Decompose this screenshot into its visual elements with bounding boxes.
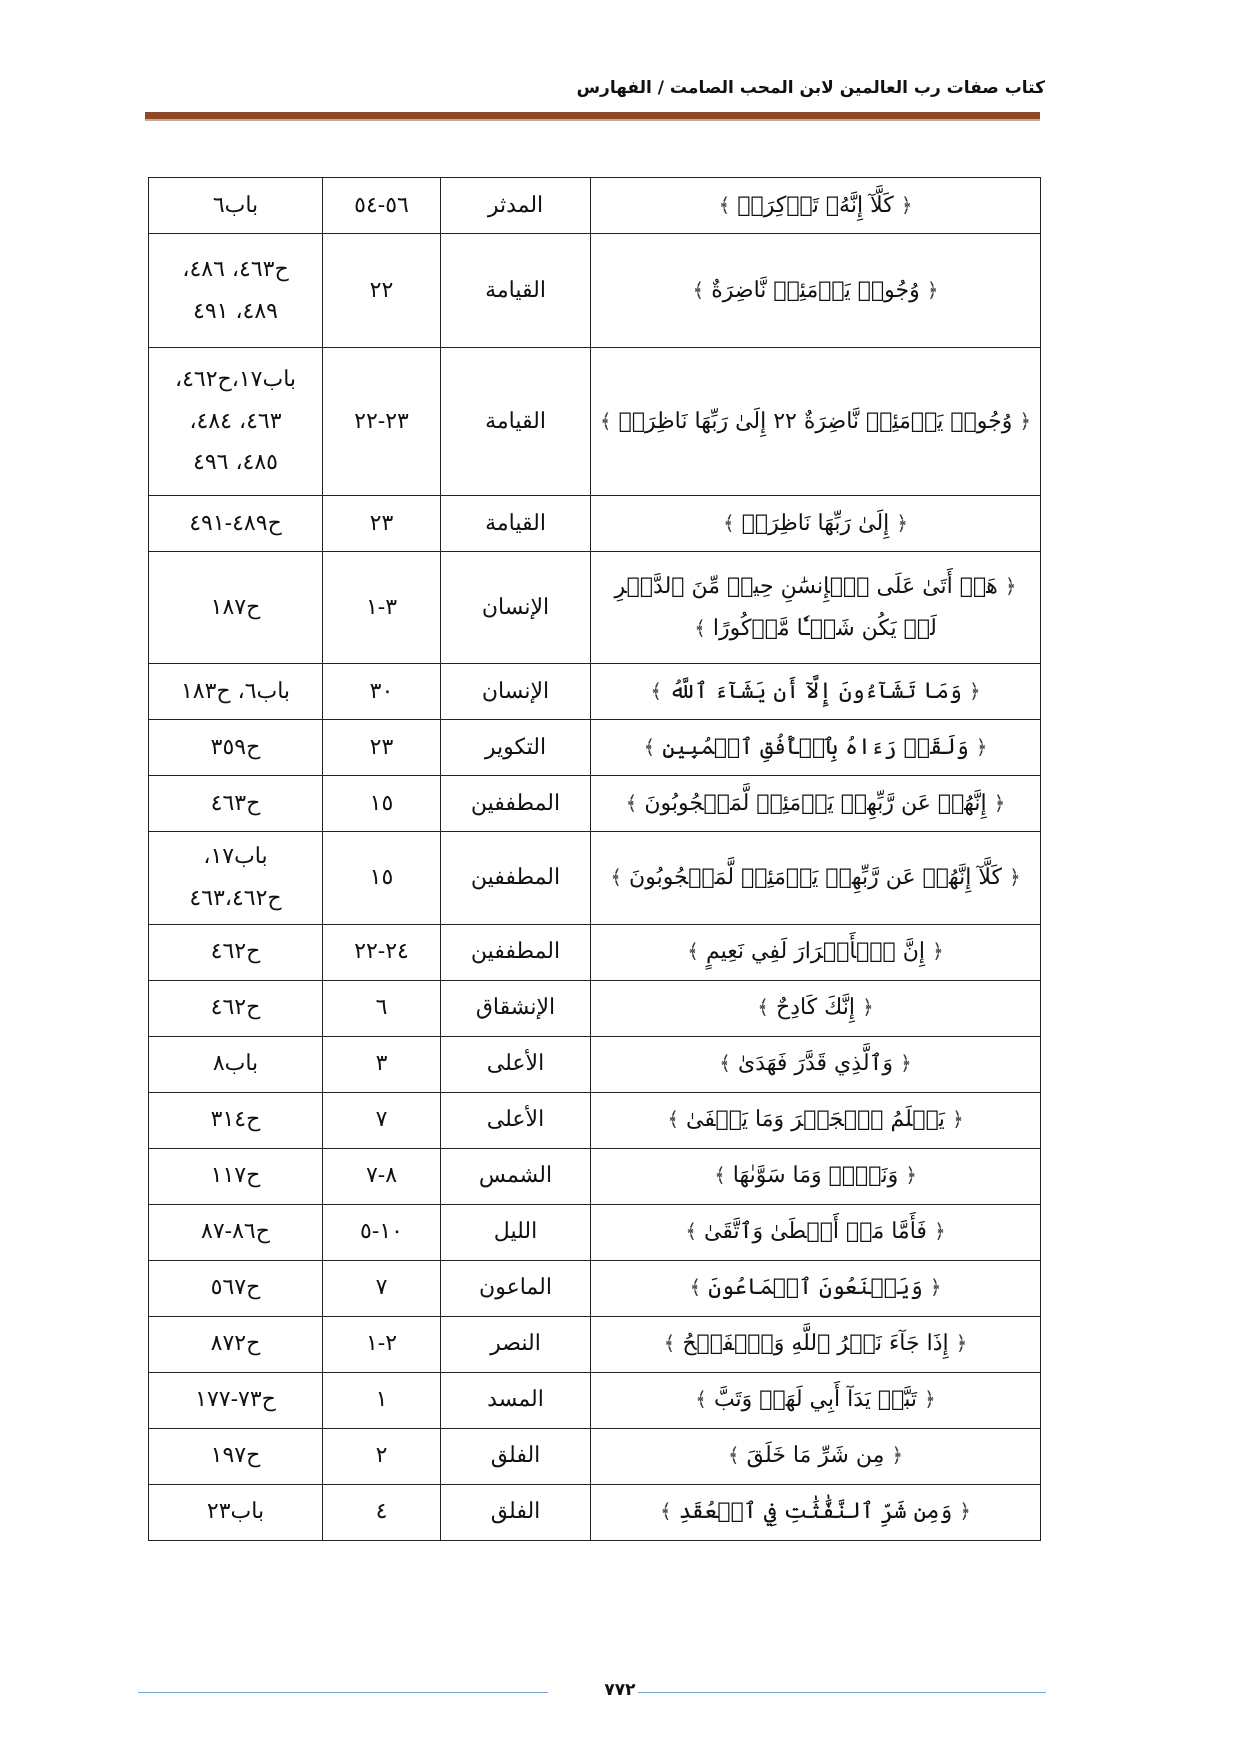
surah-cell: المطففين [441,924,591,980]
table-row [149,1036,1041,1092]
verse-cell [591,234,1041,348]
verse-text: وَمَا تَشَآءُونَ إِلَّآ أَن يَشَآءَ ٱللَّهُ [669,678,962,704]
table-row [149,1204,1041,1260]
close-ornament: ﴾ [643,734,656,759]
close-ornament: ﴾ [610,864,623,889]
reference-cell: باب٦ [149,178,323,234]
verse-text: وَيَمۡنَعُونَ ٱلۡمَاعُونَ [708,1275,923,1301]
close-ornament: ﴾ [660,1499,672,1524]
verse-cell [591,348,1041,496]
ayah-cell: ٥٦-٥٤ [323,178,441,234]
ayah-cell: ١٥ [323,776,441,832]
reference-cell: ح٣٥٩ [149,720,323,776]
reference-cell: باب١٧، ح٤٦٣،٤٦٢ [149,832,323,925]
ayah-cell: ٣-١ [323,552,441,664]
ayah-cell: ٧ [323,1260,441,1316]
ayah-cell: ٦ [323,980,441,1036]
ayah-cell: ٢٣ [323,720,441,776]
open-ornament: ﴿ [1019,408,1032,433]
surah-cell: الأعلى [441,1092,591,1148]
close-ornament: ﴾ [695,1387,707,1412]
verse-text: وَٱلَّذِي قَدَّرَ فَهَدَىٰ [737,1051,894,1077]
surah-cell: المطففين [441,832,591,925]
close-ornament: ﴾ [650,678,663,703]
verse-index-table [148,177,1041,1541]
close-ornament: ﴾ [663,1331,676,1356]
open-ornament: ﴿ [900,1051,912,1076]
ayah-cell: ٧ [323,1092,441,1148]
open-ornament: ﴿ [933,1219,946,1244]
open-ornament: ﴿ [929,1275,942,1300]
verse-cell [591,1204,1041,1260]
table-row [149,832,1041,925]
verse-text: يَعۡلَمُ ٱلۡجَهۡرَ وَمَا يَخۡفَىٰ [686,1107,945,1133]
open-ornament: ﴿ [975,734,988,759]
ayah-cell: ٢٣-٢٢ [323,348,441,496]
open-ornament: ﴿ [905,1163,917,1188]
close-ornament: ﴾ [694,615,706,640]
verse-text: كَلَّآ إِنَّهُۥ تَذۡكِرَةٞ [737,192,894,218]
surah-cell: الأعلى [441,1036,591,1092]
open-ornament: ﴿ [968,678,981,703]
open-ornament: ﴿ [993,790,1006,815]
verse-cell [591,1316,1041,1372]
verse-text: تَبَّتۡ يَدَآ أَبِي لَهَبٖ وَتَبَّ [713,1387,918,1413]
reference-cell: باب٢٣ [149,1484,323,1540]
open-ornament: ﴿ [1004,573,1017,598]
reference-cell: ح١١٧ [149,1148,323,1204]
table-row [149,720,1041,776]
verse-text: وَنَفۡسٖ وَمَا سَوَّىٰهَا [732,1163,899,1189]
ayah-cell: ١ [323,1372,441,1428]
verse-text: فَأَمَّا مَنۡ أَعۡطَىٰ وَٱتَّقَىٰ [704,1219,927,1245]
verse-cell [591,1092,1041,1148]
table-body [149,178,1041,1541]
close-ornament: ﴾ [685,1219,698,1244]
close-ornament: ﴾ [718,192,731,217]
verse-cell [591,178,1041,234]
surah-cell: النصر [441,1316,591,1372]
close-ornament: ﴾ [719,1051,731,1076]
reference-cell: ح١٩٧ [149,1428,323,1484]
open-ornament: ﴿ [926,277,939,302]
reference-cell: باب١٧،ح٤٦٢، ٤٦٣، ٤٨٤، ٤٨٥، ٤٩٦ [149,348,323,496]
reference-cell: ح١٨٧ [149,552,323,664]
reference-cell: ح٤٦٢ [149,980,323,1036]
table-row [149,664,1041,720]
surah-cell: الإنشقاق [441,980,591,1036]
verse-cell [591,1036,1041,1092]
table-row [149,348,1041,496]
open-ornament: ﴿ [861,995,874,1020]
page-number: ٧٧٢ [604,1680,636,1700]
table-row [149,1260,1041,1316]
reference-cell: باب٦، ح١٨٣ [149,664,323,720]
ayah-cell: ٢٣ [323,496,441,552]
open-ornament: ﴿ [924,1387,936,1412]
verse-text: وَلَقَدۡ رَءَاهُ بِٱلۡأُفُقِ ٱلۡمُبِينِ [662,734,969,760]
close-ornament: ﴾ [667,1107,680,1132]
table-row [149,234,1041,348]
verse-cell [591,1148,1041,1204]
table-row [149,1428,1041,1484]
verse-text: وُجُوهٞ يَوۡمَئِذٖ نَّاضِرَةٌ [711,277,920,303]
surah-cell: الليل [441,1204,591,1260]
verse-cell [591,1372,1041,1428]
surah-cell: الفلق [441,1428,591,1484]
verse-cell [591,924,1041,980]
table-row [149,1372,1041,1428]
verse-text: إِنَّكَ كَادِحٌ [776,995,855,1021]
verse-text: هَلۡ أَتَىٰ عَلَى ٱلۡإِنسَٰنِ حِينٞ مِّنَ ٱلدَّهۡرِ لَمۡ يَكُن شَيۡـٔٗا مَّذۡكُورًا [614,573,998,641]
ayah-cell: ٢٢ [323,234,441,348]
verse-text: وَمِن شَرِّ ٱلنَّفَّٰثَٰتِ فِي ٱلۡعُقَدِ [678,1499,953,1525]
open-ornament: ﴿ [932,939,944,964]
verse-cell [591,980,1041,1036]
open-ornament: ﴿ [951,1107,964,1132]
surah-cell: الماعون [441,1260,591,1316]
verse-cell [591,1428,1041,1484]
reference-cell: ح٤٦٣، ٤٨٦، ٤٨٩، ٤٩١ [149,234,323,348]
surah-cell: الإنسان [441,664,591,720]
table-row [149,1484,1041,1540]
verse-cell [591,496,1041,552]
ayah-cell: ٢٤-٢٢ [323,924,441,980]
header-rule [145,112,1040,121]
table-row [149,924,1041,980]
open-ornament: ﴿ [900,192,913,217]
verse-cell [591,776,1041,832]
verse-text: إِنَّ ٱلۡأَبۡرَارَ لَفِي نَعِيمٍ [705,939,926,965]
verse-cell [591,720,1041,776]
reference-cell: ح٥٦٧ [149,1260,323,1316]
surah-cell: المدثر [441,178,591,234]
surah-cell: القيامة [441,496,591,552]
reference-cell: ح٧٣-١٧٧ [149,1372,323,1428]
verse-cell [591,832,1041,925]
open-ornament: ﴿ [955,1331,968,1356]
verse-text: مِن شَرِّ مَا خَلَقَ [746,1443,885,1469]
reference-cell: ح٨٦-٨٧ [149,1204,323,1260]
close-ornament: ﴾ [714,1163,726,1188]
table-row [149,1316,1041,1372]
verse-cell [591,1484,1041,1540]
surah-cell: الشمس [441,1148,591,1204]
surah-cell: القيامة [441,348,591,496]
ayah-cell: ٢-١ [323,1316,441,1372]
ayah-cell: ٤ [323,1484,441,1540]
open-ornament: ﴿ [896,510,909,535]
table-row [149,1092,1041,1148]
ayah-cell: ٣ [323,1036,441,1092]
ayah-cell: ١٥ [323,832,441,925]
reference-cell: ح٤٦٢ [149,924,323,980]
close-ornament: ﴾ [599,408,612,433]
ayah-cell: ٨-٧ [323,1148,441,1204]
surah-cell: الفلق [441,1484,591,1540]
verse-text: وُجُوهٞ يَوۡمَئِذٖ نَّاضِرَةٌ ٢٢ إِلَىٰ رَبِّهَا نَاظِرَةٞ [618,408,1013,434]
reference-cell: ح٣١٤ [149,1092,323,1148]
verse-text: إِذَا جَآءَ نَصۡرُ ٱللَّهِ وَٱلۡفَتۡحُ [682,1331,949,1357]
surah-cell: المطففين [441,776,591,832]
close-ornament: ﴾ [757,995,770,1020]
table-row [149,178,1041,234]
verse-cell [591,664,1041,720]
close-ornament: ﴾ [727,1443,740,1468]
verse-cell [591,1260,1041,1316]
close-ornament: ﴾ [625,790,638,815]
surah-cell: التكوير [441,720,591,776]
open-ornament: ﴿ [891,1443,904,1468]
verse-text: إِلَىٰ رَبِّهَا نَاظِرَةٞ [741,510,890,536]
table-row [149,776,1041,832]
verse-text: كَلَّآ إِنَّهُمۡ عَن رَّبِّهِمۡ يَوۡمَئِذٖ لَّمَحۡجُوبُونَ [629,864,1002,890]
verse-cell [591,552,1041,664]
close-ornament: ﴾ [687,939,699,964]
reference-cell: ح٤٨٩-٤٩١ [149,496,323,552]
surah-cell: القيامة [441,234,591,348]
table-row [149,496,1041,552]
table-row [149,980,1041,1036]
ayah-cell: ١٠-٥ [323,1204,441,1260]
close-ornament: ﴾ [722,510,735,535]
reference-cell: ح٨٧٢ [149,1316,323,1372]
table-row [149,552,1041,664]
verse-text: إِنَّهُمۡ عَن رَّبِّهِمۡ يَوۡمَئِذٖ لَّمَحۡجُوبُونَ [644,790,987,816]
reference-cell: ح٤٦٣ [149,776,323,832]
ayah-cell: ٣٠ [323,664,441,720]
open-ornament: ﴿ [1008,864,1021,889]
surah-cell: الإنسان [441,552,591,664]
open-ornament: ﴿ [959,1499,971,1524]
table-row [149,1148,1041,1204]
running-header: كتاب صفات رب العالمين لابن المحب الصامت / الفهارس [576,78,1045,98]
close-ornament: ﴾ [689,1275,702,1300]
reference-cell: باب٨ [149,1036,323,1092]
surah-cell: المسد [441,1372,591,1428]
ayah-cell: ٢ [323,1428,441,1484]
close-ornament: ﴾ [692,277,705,302]
